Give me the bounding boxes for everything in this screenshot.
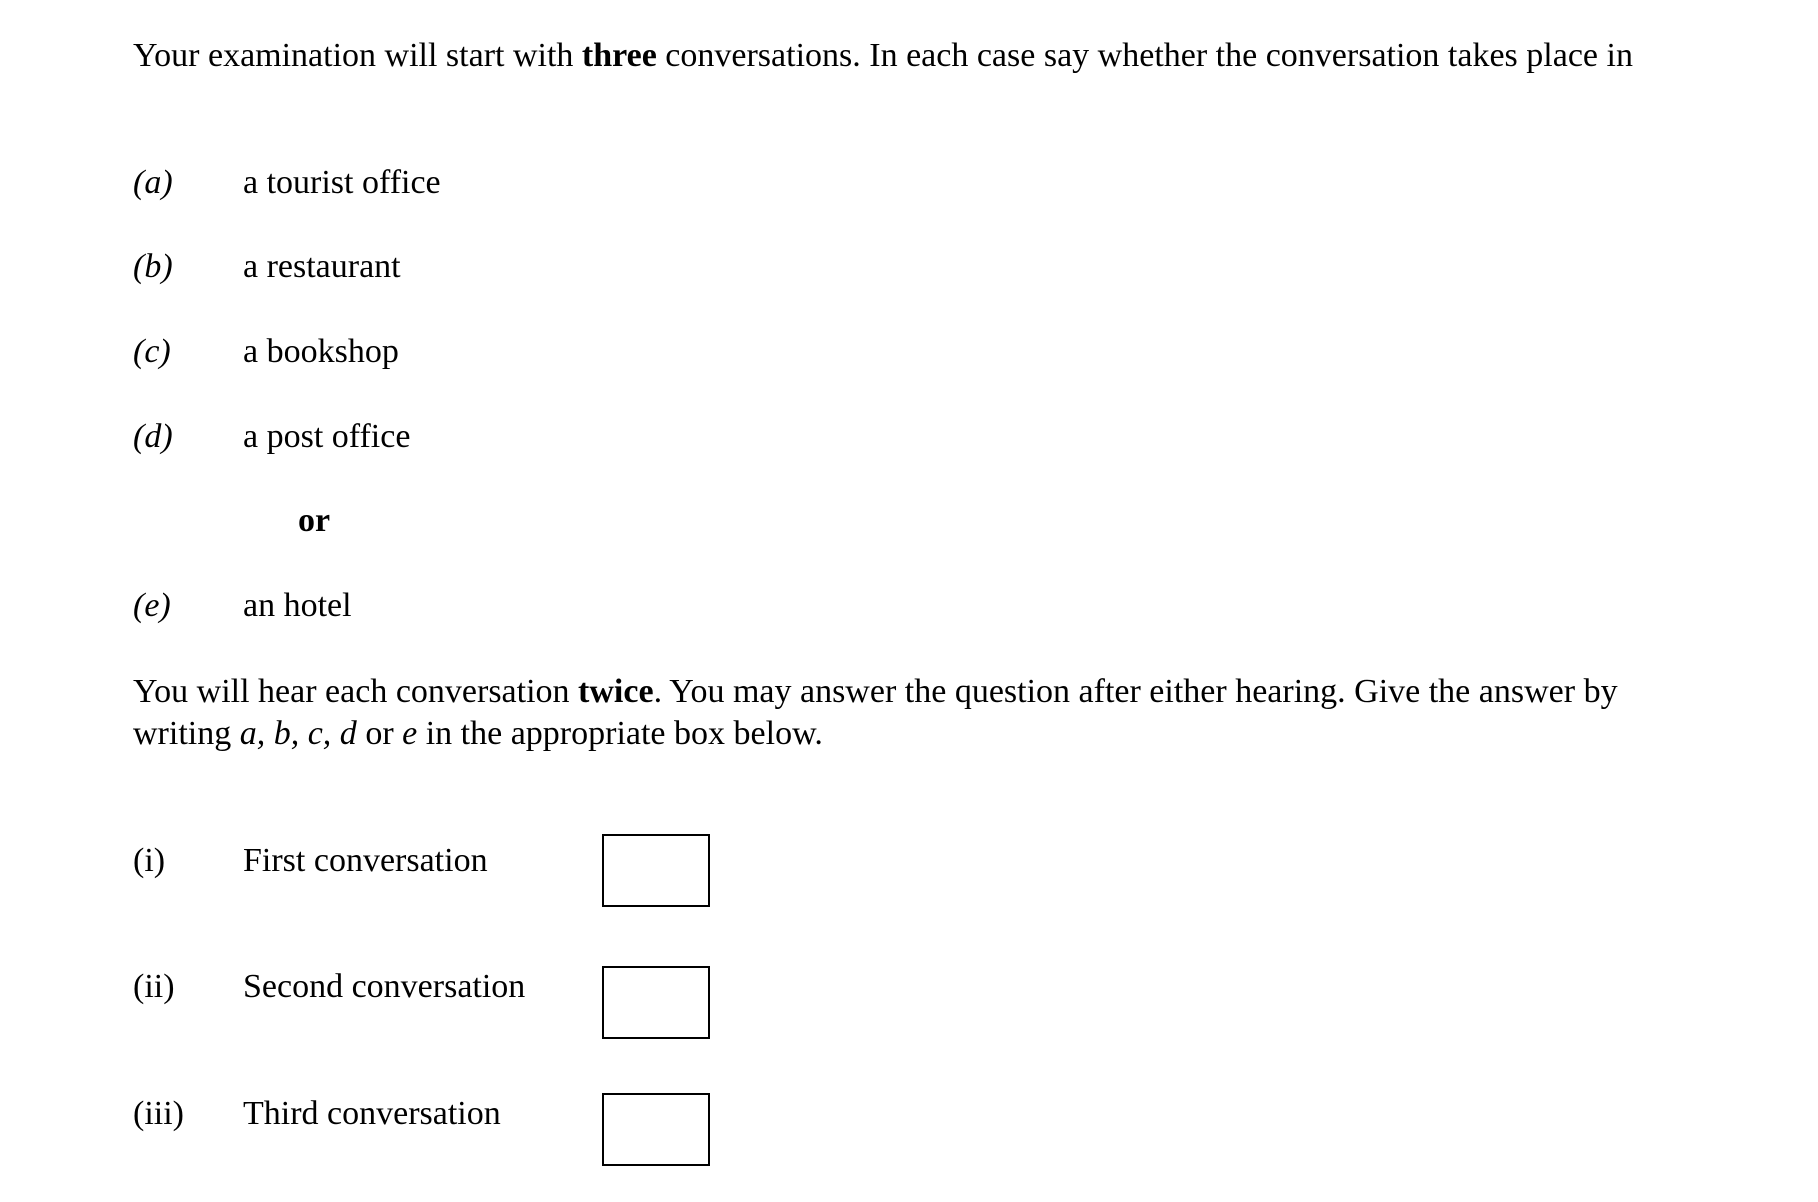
option-text: a post office (243, 418, 411, 455)
option-letter: (d) (133, 418, 173, 455)
or-separator: or (298, 502, 331, 539)
option-text: a tourist office (243, 164, 441, 201)
instructions-paragraph (133, 671, 1693, 755)
option-text: a bookshop (243, 333, 399, 370)
answer-number: (i) (133, 842, 166, 879)
instructions-letter-e: e (402, 715, 418, 752)
instructions-letters: a, b, c, d (239, 715, 357, 752)
intro-text-before: Your examination will start with (133, 37, 582, 74)
option-letter: (a) (133, 164, 173, 201)
answer-number: (ii) (133, 968, 175, 1005)
answer-box-first[interactable] (602, 834, 710, 907)
instructions-part4: in the appropriate box below. (417, 715, 823, 752)
instructions-part3: or (356, 715, 403, 752)
option-letter: (e) (133, 587, 171, 624)
instructions-bold-twice: twice (578, 673, 654, 710)
intro-bold-three: three (581, 37, 657, 74)
instructions-part2: . You may answer the question after either hearing. Give the answer by writing (133, 673, 1618, 752)
answer-box-third[interactable] (602, 1093, 710, 1166)
intro-text-after: conversations. In each case say whether the conversation takes place in (656, 37, 1633, 74)
option-text: a restaurant (243, 248, 401, 285)
answer-label: First conversation (243, 842, 488, 879)
option-text: an hotel (243, 587, 352, 624)
answer-box-second[interactable] (602, 966, 710, 1039)
option-letter: (b) (133, 248, 173, 285)
answer-label: Third conversation (243, 1095, 501, 1132)
instructions-part1: You will hear each conversation (133, 673, 579, 710)
option-letter: (c) (133, 333, 171, 370)
answer-number: (iii) (133, 1095, 184, 1132)
intro-paragraph (133, 35, 1693, 77)
answer-label: Second conversation (243, 968, 526, 1005)
